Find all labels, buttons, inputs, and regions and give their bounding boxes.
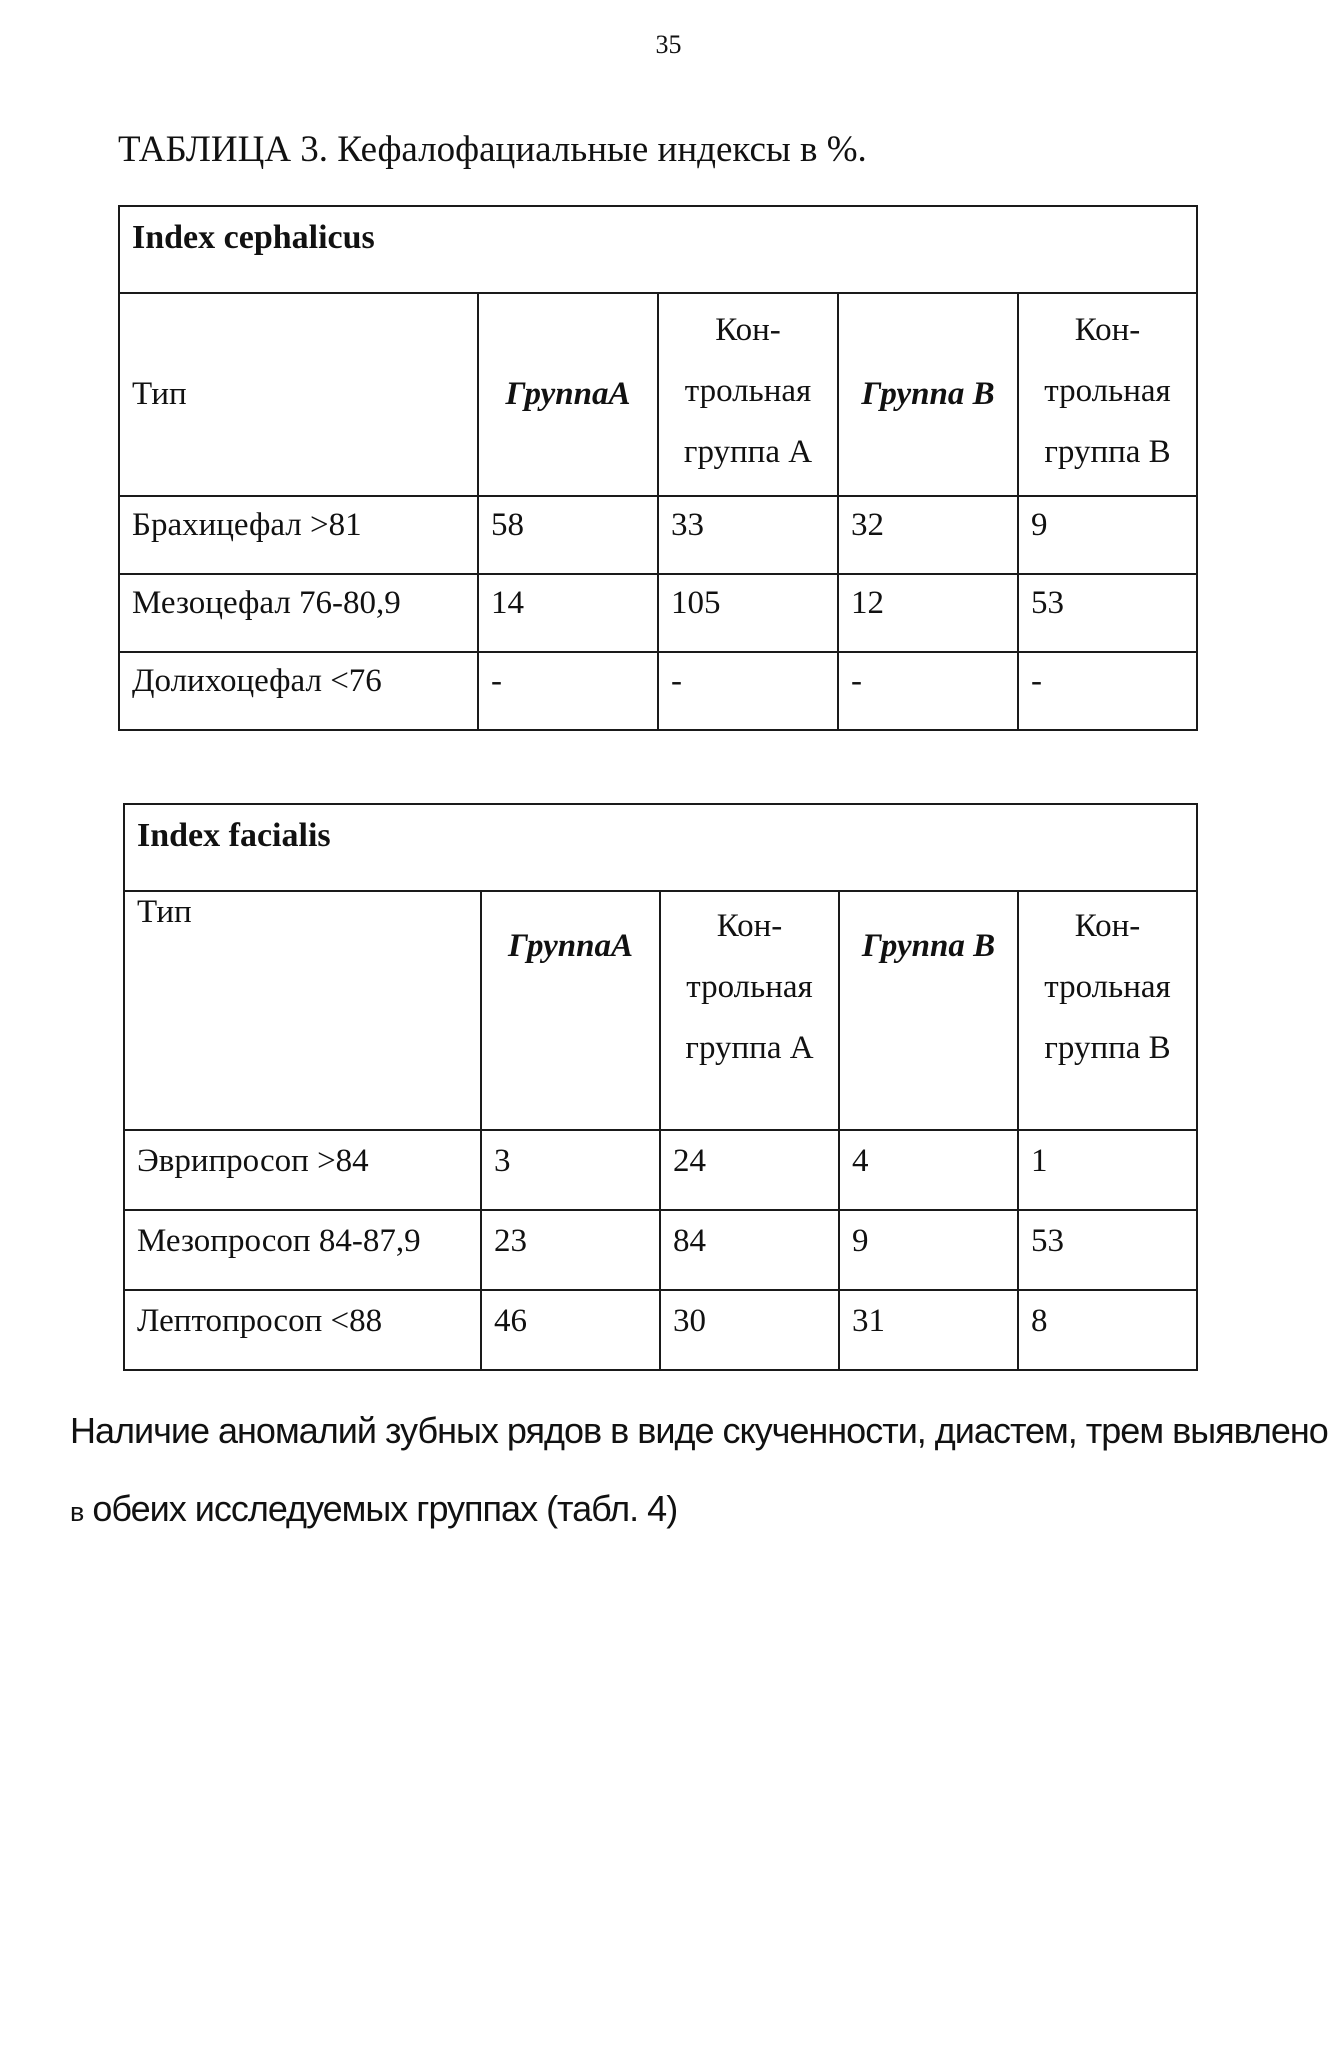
cell-group-b: - <box>838 652 1018 730</box>
table-row <box>124 1290 1197 1370</box>
cell-control-a: 30 <box>660 1290 839 1370</box>
table-row <box>119 652 1197 730</box>
index-facialis-table <box>123 803 1198 1371</box>
table-row <box>124 1210 1197 1290</box>
table-row <box>119 496 1197 574</box>
cell-control-b: - <box>1018 652 1197 730</box>
header-type: Тип <box>119 293 478 496</box>
cell-group-a: - <box>478 652 658 730</box>
row-type: Лептопросоп <88 <box>124 1290 481 1370</box>
paragraph-line-2-rest: обеих исследуемых группах (табл. 4) <box>83 1488 678 1529</box>
row-type: Долихоцефал <76 <box>119 652 478 730</box>
table-row <box>119 574 1197 652</box>
cell-control-a: 105 <box>658 574 838 652</box>
cell-control-b: 1 <box>1018 1130 1197 1210</box>
cell-group-a: 14 <box>478 574 658 652</box>
section-title: Index cephalicus <box>119 206 1197 293</box>
header-group-a: ГруппаА <box>478 293 658 496</box>
row-type: Эврипросоп >84 <box>124 1130 481 1210</box>
cell-group-b: 32 <box>838 496 1018 574</box>
paragraph-line-2-prefix: в <box>70 1497 84 1527</box>
cell-control-a: - <box>658 652 838 730</box>
index-cephalicus-table <box>118 205 1198 731</box>
cell-group-b: 4 <box>839 1130 1018 1210</box>
cell-control-b: 9 <box>1018 496 1197 574</box>
header-group-b: Группа В <box>839 891 1018 1130</box>
cell-group-a: 46 <box>481 1290 660 1370</box>
paragraph-line-1: Наличие аномалий зубных рядов в виде скученности, диастем, трем выявлено <box>70 1410 1328 1451</box>
cell-control-b: 53 <box>1018 1210 1197 1290</box>
header-group-a: ГруппаА <box>481 891 660 1130</box>
table-row <box>124 1130 1197 1210</box>
header-control-a: Кон- трольная группа А <box>660 891 839 1130</box>
page-number: 35 <box>655 30 682 59</box>
header-control-b: Кон- трольная группа В <box>1018 891 1197 1130</box>
row-type: Мезопросоп 84-87,9 <box>124 1210 481 1290</box>
row-type: Брахицефал >81 <box>119 496 478 574</box>
header-control-b: Кон- трольная группа В <box>1018 293 1197 496</box>
cell-control-b: 8 <box>1018 1290 1197 1370</box>
cell-group-b: 31 <box>839 1290 1018 1370</box>
row-type: Мезоцефал 76-80,9 <box>119 574 478 652</box>
header-group-b: Группа В <box>838 293 1018 496</box>
cell-group-a: 23 <box>481 1210 660 1290</box>
header-control-a: Кон- трольная группа А <box>658 293 838 496</box>
body-paragraph <box>70 1392 1328 1551</box>
cell-group-b: 9 <box>839 1210 1018 1290</box>
header-type: Тип <box>124 891 481 1130</box>
header-row <box>124 891 1197 1130</box>
section-title: Index facialis <box>124 804 1197 891</box>
cell-group-a: 3 <box>481 1130 660 1210</box>
table-title: ТАБЛИЦА 3. Кефалофациальные индексы в %. <box>118 129 867 170</box>
cell-control-a: 33 <box>658 496 838 574</box>
paragraph-line-2 <box>70 1470 1300 1551</box>
cell-group-b: 12 <box>838 574 1018 652</box>
cell-control-a: 24 <box>660 1130 839 1210</box>
header-row <box>119 293 1197 496</box>
cell-group-a: 58 <box>478 496 658 574</box>
cell-control-a: 84 <box>660 1210 839 1290</box>
cell-control-b: 53 <box>1018 574 1197 652</box>
